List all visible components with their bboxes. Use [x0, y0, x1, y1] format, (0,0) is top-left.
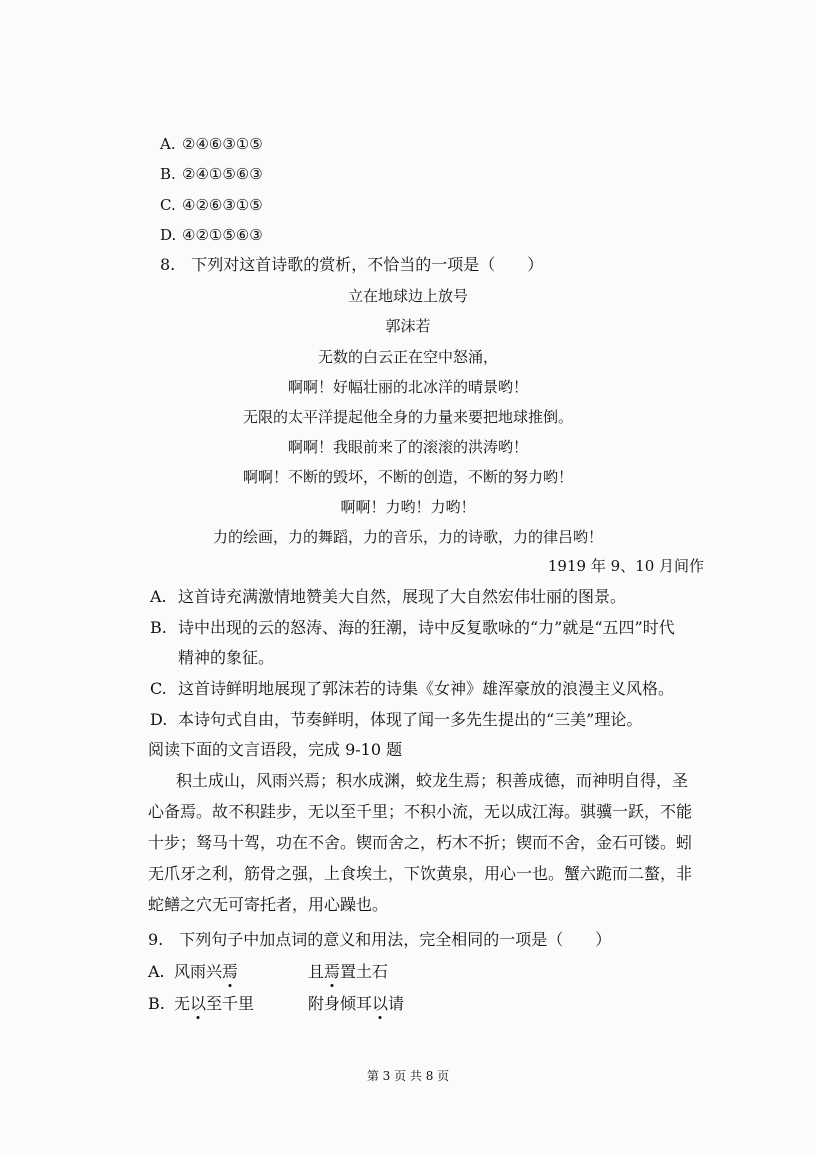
q7-option-d: [160, 225, 263, 245]
poem-date: 1919 年 9、10 月间作: [547, 557, 704, 575]
phrase-part: 附身倾耳: [308, 994, 373, 1013]
option-text: ④②①⑤⑥③: [182, 226, 263, 244]
option-label: C.: [160, 196, 176, 214]
dotted-word: 焉: [324, 962, 341, 981]
passage-line: 无爪牙之利，筋骨之强，上食埃土，下饮黄泉，用心一也。蟹六跪而二螯，非: [148, 864, 693, 883]
phrase-part: 风雨兴: [174, 962, 223, 981]
option-text: ②④⑥③①⑤: [182, 135, 263, 153]
poem-title: 立在地球边上放号: [347, 287, 468, 305]
option-label: A.: [160, 135, 176, 153]
passage-line: 十步；驽马十驾，功在不舍。锲而舍之，朽木不折；锲而不舍，金石可镂。蚓: [148, 833, 693, 852]
poem-line: 啊啊！不断的毁坏，不断的创造，不断的努力哟！: [242, 468, 573, 486]
poem-line: 无数的白云正在空中怒涌，: [317, 348, 498, 366]
option-label: B.: [150, 618, 167, 637]
option-label: B.: [148, 994, 165, 1013]
reading-intro: 阅读下面的文言语段，完成 9-10 题: [148, 740, 403, 759]
dotted-word: 以: [372, 994, 389, 1013]
page-footer: 第 3 页 共 8 页: [366, 1069, 450, 1083]
option-label: C.: [150, 679, 167, 698]
option-label: A.: [148, 962, 165, 981]
dotted-word: 焉: [222, 962, 239, 981]
poem-line: 啊啊！力哟！力哟！: [340, 498, 476, 516]
q9-option-b: [148, 994, 404, 1014]
option-label: D.: [150, 710, 168, 729]
q7-option-c: [160, 195, 263, 215]
option-text: 本诗句式自由，节奏鲜明，体现了闻一多先生提出的“三美”理论。: [178, 710, 643, 729]
q8-stem: 8. 下列对这首诗歌的赏析，不恰当的一项是（ ）: [160, 255, 544, 274]
phrase-part: 至千里: [206, 994, 255, 1013]
q8-option-b-continued: 精神的象征。: [178, 648, 275, 667]
phrase-part: 无: [174, 994, 191, 1013]
poem-author: 郭沫若: [385, 317, 431, 335]
q9-option-a: [148, 962, 388, 982]
option-text: 这首诗鲜明地展现了郭沫若的诗集《女神》雄浑豪放的浪漫主义风格。: [178, 679, 675, 698]
option-label: B.: [160, 165, 176, 183]
passage-line: 蛇鳝之穴无可寄托者，用心躁也。: [148, 895, 389, 914]
q8-option-c: [150, 679, 674, 699]
poem-line: 啊啊！我眼前来了的滚滚的洪涛哟！: [287, 438, 528, 456]
option-text: ②④①⑤⑥③: [182, 165, 263, 183]
option-left-phrase: [174, 994, 308, 1014]
q9-stem: 9. 下列句子中加点词的意义和用法，完全相同的一项是（ ）: [148, 930, 612, 949]
q8-option-b: [150, 618, 675, 638]
phrase-part: 且: [308, 962, 325, 981]
poem-line: 啊啊！好幅壮丽的北冰洋的晴景哟！: [287, 378, 528, 396]
option-text: 这首诗充满激情地赞美大自然，展现了大自然宏伟壮丽的图景。: [178, 587, 627, 606]
option-text: ④②⑥③①⑤: [182, 196, 263, 214]
option-left-phrase: [174, 962, 308, 982]
option-right-phrase: [308, 994, 404, 1013]
q7-option-b: [160, 164, 263, 184]
passage-line: 心备焉。故不积跬步，无以至千里；不积小流，无以成江海。骐骥一跃，不能: [148, 802, 693, 821]
option-label: A.: [150, 587, 167, 606]
dotted-word: 以: [190, 994, 207, 1013]
phrase-part: 置土石: [340, 962, 389, 981]
phrase-part: 请: [388, 994, 405, 1013]
option-label: D.: [160, 226, 177, 244]
option-text: 诗中出现的云的怒涛、海的狂潮，诗中反复歌咏的“力”就是“五四”时代: [178, 618, 675, 637]
q8-option-a: [150, 587, 626, 607]
q7-option-a: [160, 134, 263, 154]
poem-line: 无限的太平洋提起他全身的力量来要把地球推倒。: [242, 408, 573, 426]
q8-option-d: [150, 710, 642, 730]
option-right-phrase: [308, 962, 388, 981]
passage-line: 积土成山，风雨兴焉；积水成渊，蛟龙生焉；积善成德，而神明自得，圣: [176, 771, 689, 790]
poem-line: 力的绘画，力的舞蹈，力的音乐，力的诗歌，力的律吕哟！: [212, 528, 603, 546]
